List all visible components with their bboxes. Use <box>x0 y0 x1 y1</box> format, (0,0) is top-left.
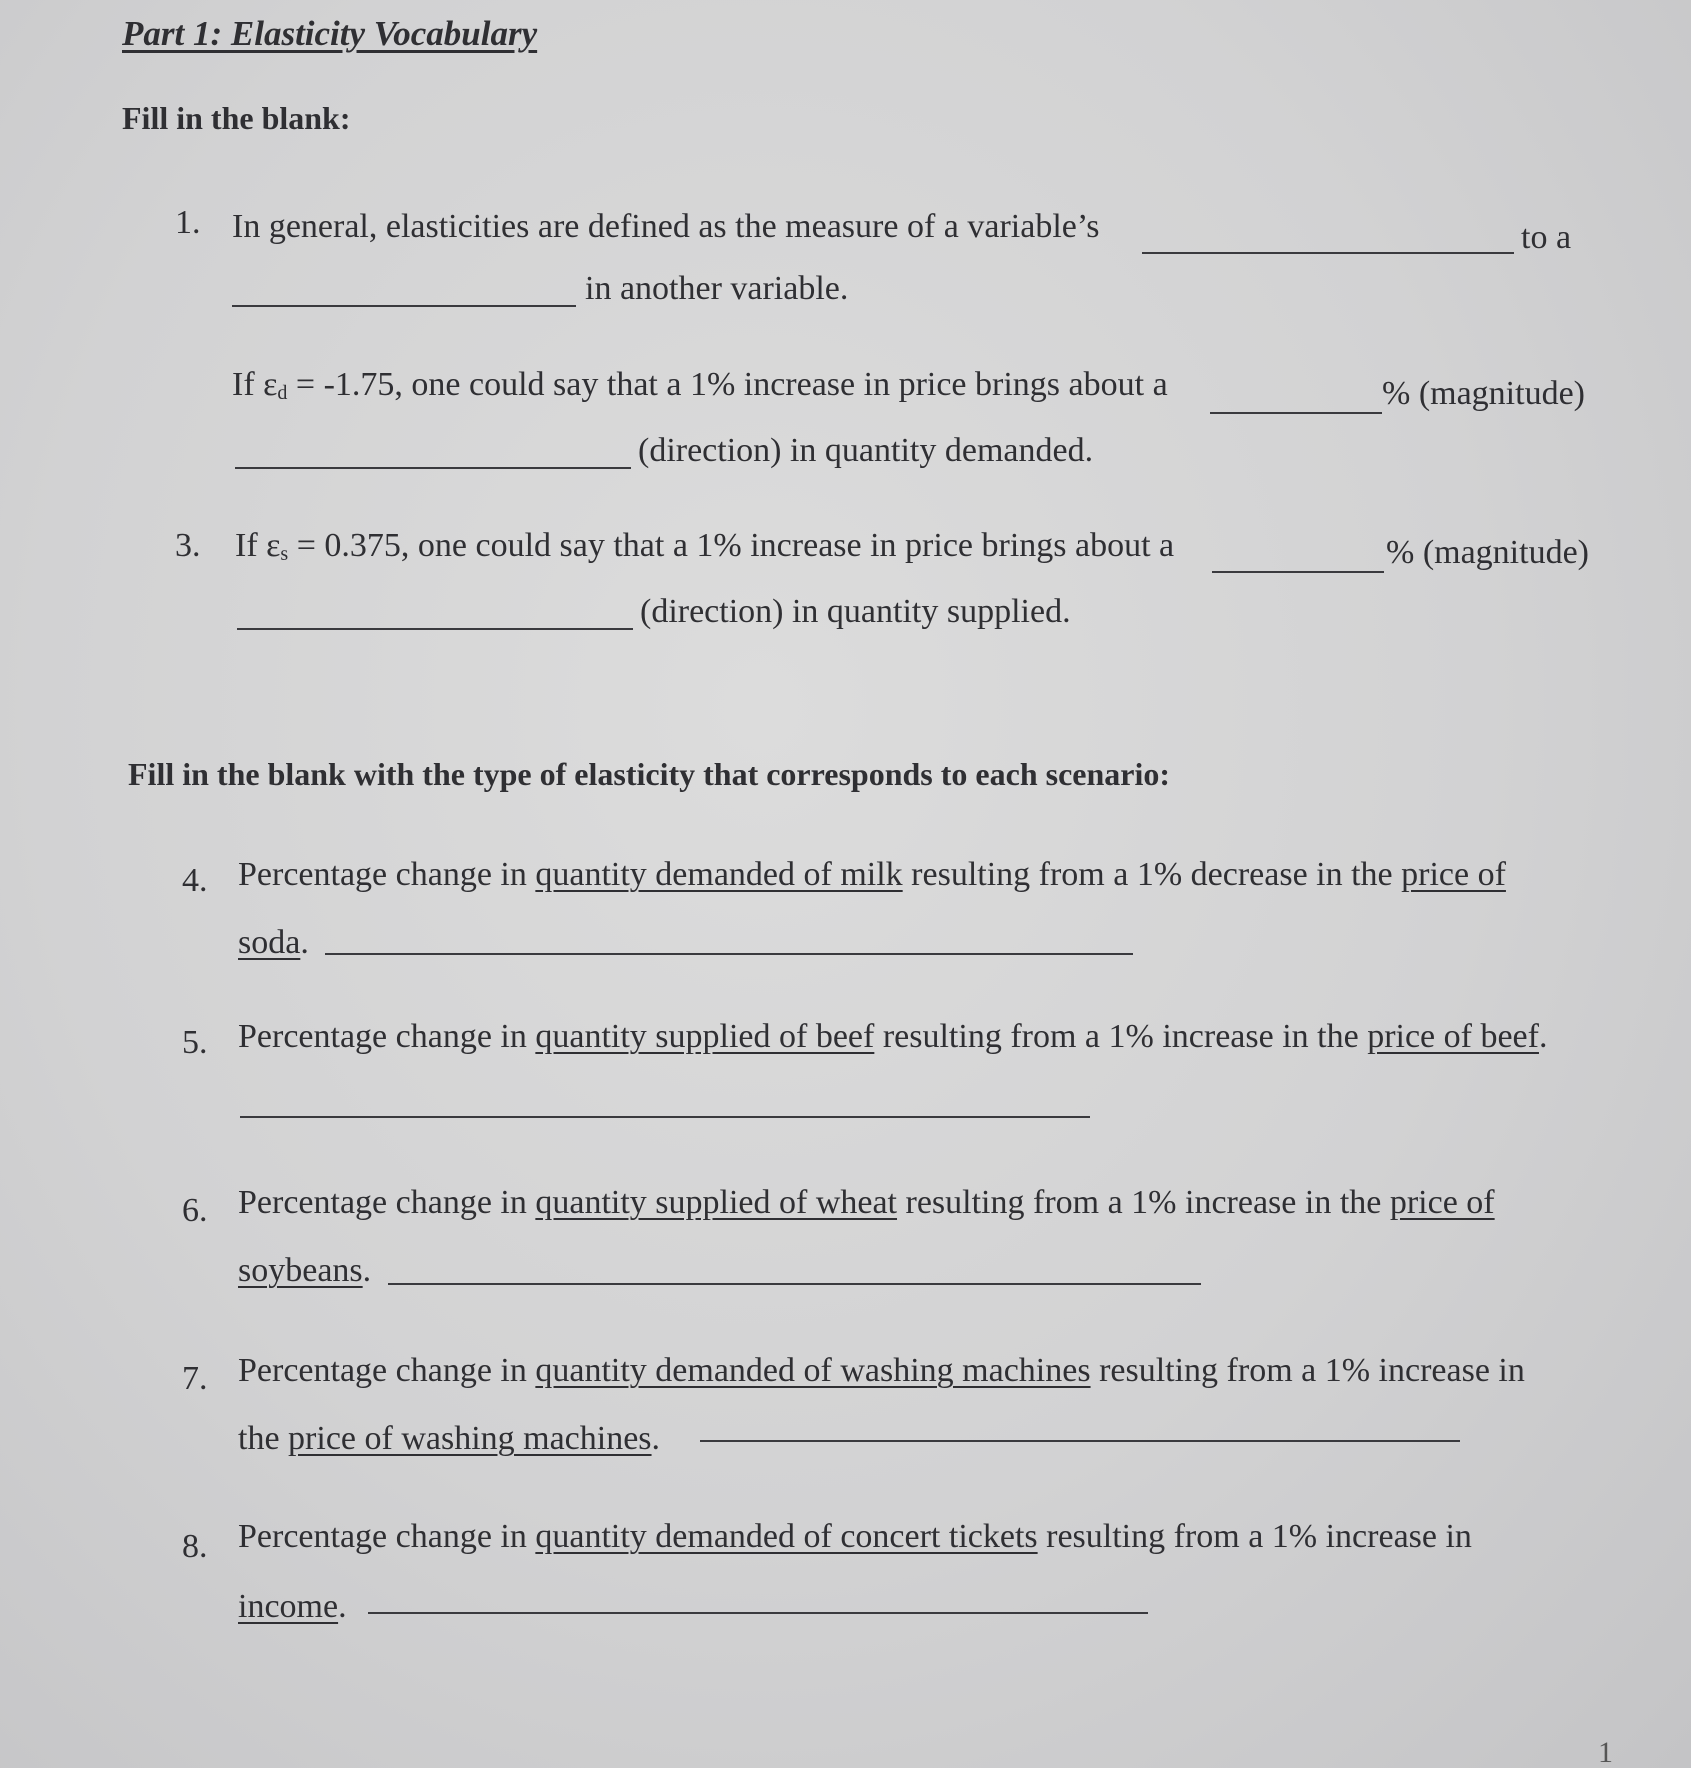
question-8-number: 8. <box>182 1528 208 1565</box>
question-5-price: price of beef <box>1367 1018 1539 1055</box>
question-4-text-a <box>238 856 1506 894</box>
question-4-text-b <box>238 924 309 962</box>
question-8-mid: resulting from a 1% increase in <box>1037 1518 1472 1555</box>
question-4-end: . <box>300 924 309 961</box>
question-3-number: 3. <box>175 527 201 564</box>
question-6-mid: resulting from a 1% increase in the <box>897 1184 1390 1221</box>
question-3-if: If ε <box>235 527 281 564</box>
question-3-text-c: (direction) in quantity supplied. <box>640 593 1071 630</box>
question-7-end: . <box>651 1420 661 1457</box>
question-7-number: 7. <box>182 1360 208 1397</box>
question-3-subscript: s <box>280 543 289 565</box>
question-8-quantity: quantity demanded of concert tickets <box>535 1518 1038 1555</box>
question-6-text-a <box>238 1184 1495 1222</box>
question-6-pre: Percentage change in <box>238 1184 536 1221</box>
question-8-answer-blank[interactable] <box>368 1612 1148 1614</box>
question-8-text-a <box>238 1518 1472 1556</box>
question-2-text-a <box>232 366 1168 405</box>
question-2-if: If ε <box>232 366 278 403</box>
question-7-quantity: quantity demanded of washing machines <box>535 1352 1091 1389</box>
question-4-price: price of <box>1401 856 1506 893</box>
question-6-price-good: soybeans <box>238 1252 363 1289</box>
question-5-end: . <box>1538 1018 1548 1055</box>
question-4-answer-blank[interactable] <box>325 953 1133 955</box>
question-7-mid: resulting from a 1% increase in <box>1090 1352 1525 1389</box>
question-6-price: price of <box>1389 1184 1495 1221</box>
question-4-price-good: soda <box>238 924 301 961</box>
question-5-number: 5. <box>182 1024 208 1061</box>
question-6-number: 6. <box>182 1192 208 1229</box>
question-2-text-b: % (magnitude) <box>1382 375 1585 412</box>
question-4-mid: resulting from a 1% decrease in the <box>902 856 1402 893</box>
question-2-text-c: (direction) in quantity demanded. <box>638 432 1094 469</box>
question-3-blank-direction[interactable] <box>237 628 633 630</box>
page-number: 1 <box>1598 1736 1613 1768</box>
question-3-text-b: % (magnitude) <box>1386 534 1589 571</box>
question-5-answer-blank[interactable] <box>240 1116 1090 1118</box>
question-3-text-a <box>235 527 1174 566</box>
question-8-pre: Percentage change in <box>238 1518 536 1555</box>
question-7-text-a <box>238 1352 1525 1390</box>
question-7-text-b <box>238 1420 660 1458</box>
question-8-end: . <box>338 1588 347 1625</box>
question-3-blank-magnitude[interactable] <box>1212 571 1384 573</box>
question-1-text-b: to a <box>1521 219 1572 256</box>
question-8-text-b <box>238 1588 347 1626</box>
question-1-text-a: In general, elasticities are defined as the measure of a variable’s <box>232 208 1100 245</box>
question-7-answer-blank[interactable] <box>700 1440 1460 1442</box>
question-6-answer-blank[interactable] <box>388 1283 1201 1285</box>
question-5-quantity: quantity supplied of beef <box>535 1018 875 1055</box>
question-3-statement: = 0.375, one could say that a 1% increase in price brings about a <box>288 527 1175 564</box>
question-1-number: 1. <box>175 204 201 241</box>
question-6-end: . <box>362 1252 372 1289</box>
question-7-pre2: the <box>238 1420 289 1457</box>
question-2-blank-direction[interactable] <box>235 467 631 469</box>
question-4-pre: Percentage change in <box>238 856 536 893</box>
question-5-pre: Percentage change in <box>238 1018 536 1055</box>
question-5-text-a <box>238 1018 1547 1056</box>
question-7-pre: Percentage change in <box>238 1352 536 1389</box>
question-6-quantity: quantity supplied of wheat <box>535 1184 898 1221</box>
question-2-statement: = -1.75, one could say that a 1% increase in price brings about a <box>287 366 1168 403</box>
question-8-income: income <box>238 1588 339 1625</box>
question-7-price: price of washing machines <box>288 1420 652 1457</box>
question-4-number: 4. <box>182 862 208 899</box>
page-title: Part 1: Elasticity Vocabulary <box>122 14 538 53</box>
section-heading-fill-in: Fill in the blank: <box>122 100 351 136</box>
question-5-mid: resulting from a 1% increase in the <box>874 1018 1368 1055</box>
question-2-subscript: d <box>277 382 288 404</box>
section-heading-elasticity-type: Fill in the blank with the type of elasticity that corresponds to each scenario: <box>128 756 1171 792</box>
question-1-blank-2[interactable] <box>232 305 576 307</box>
question-6-text-b <box>238 1252 371 1290</box>
question-4-quantity: quantity demanded of milk <box>535 856 903 893</box>
question-2-blank-magnitude[interactable] <box>1210 412 1382 414</box>
question-1-blank-1[interactable] <box>1142 252 1514 254</box>
question-1-text-c: in another variable. <box>585 270 849 307</box>
